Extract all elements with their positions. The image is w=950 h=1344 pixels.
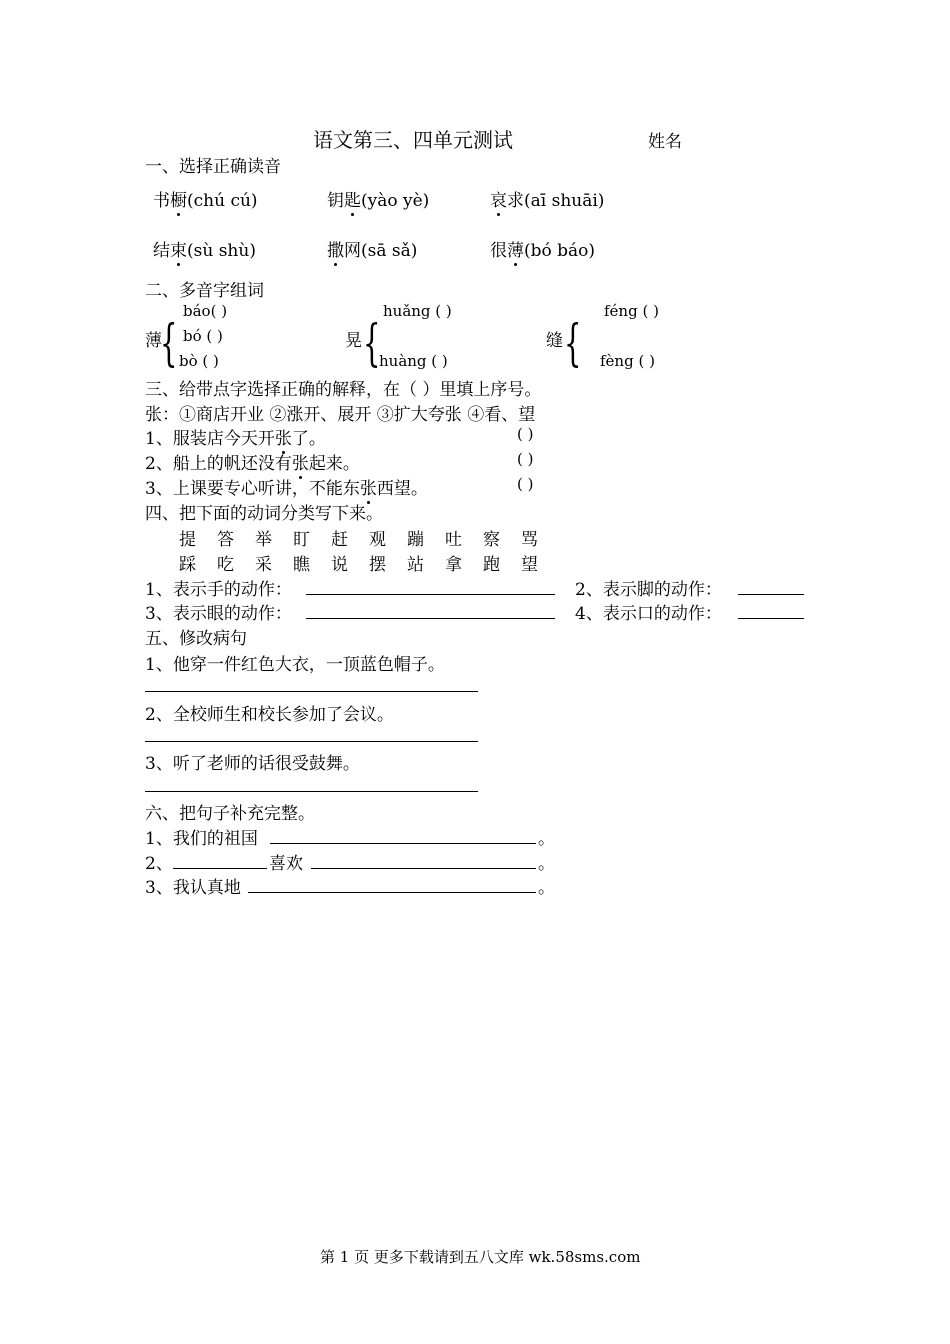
faulty-sentence-2: 2、全校师生和校长参加了会议。 — [145, 705, 394, 725]
verb: 盯 — [293, 530, 310, 550]
section-6-heading: 六、把句子补充完整。 — [145, 804, 315, 824]
bao-reading-1: báo( ) — [183, 302, 228, 320]
verb-row-2 — [179, 550, 559, 575]
verb: 摆 — [369, 555, 386, 575]
verb: 瞧 — [293, 555, 310, 575]
pinyin-item-1: 书橱(chú cú) — [153, 186, 258, 211]
verb: 站 — [407, 555, 424, 575]
pinyin-item-3: 哀求(aī shuāi) — [490, 186, 604, 211]
hand-action-label: 1、表示手的动作： — [145, 580, 292, 600]
period-1: 。 — [538, 829, 555, 849]
sec3-paren-1: ( ) — [517, 425, 534, 443]
section-4-heading: 四、把下面的动词分类写下来。 — [145, 504, 383, 524]
verb: 骂 — [521, 530, 538, 550]
bao-reading-3: bò ( ) — [179, 352, 219, 370]
verb: 望 — [521, 555, 538, 575]
verb: 吃 — [217, 555, 234, 575]
verb: 赶 — [331, 530, 348, 550]
complete-sentence-1-blank[interactable] — [270, 843, 536, 844]
feng-char: 缝 — [546, 331, 563, 351]
section-2-heading: 二、多音字组词 — [145, 281, 264, 301]
pinyin-item-4: 结束(sù shù) — [153, 236, 256, 261]
section-1-heading: 一、选择正确读音 — [145, 157, 281, 177]
correction-blank-2[interactable] — [145, 741, 478, 742]
verb: 蹦 — [407, 530, 424, 550]
complete-sentence-3-blank[interactable] — [248, 892, 536, 893]
verb: 察 — [483, 530, 500, 550]
section-3-heading: 三、给带点字选择正确的解释，在（ ）里填上序号。 — [145, 380, 542, 400]
pinyin-item-2: 钥匙(yào yè) — [327, 186, 429, 211]
complete-sentence-1-label: 1、我们的祖国 — [145, 829, 258, 849]
huang-reading-2: huàng ( ) — [379, 352, 448, 370]
complete-sentence-2-prefix: 2、 — [145, 854, 173, 874]
verb: 答 — [217, 530, 234, 550]
verb: 举 — [255, 530, 272, 550]
huang-reading-1: huǎng ( ) — [383, 302, 452, 320]
verb: 吐 — [445, 530, 462, 550]
bao-char: 薄 — [145, 331, 162, 351]
pinyin-item-5: 撒网(sā sǎ) — [327, 236, 417, 261]
foot-action-label: 2、表示脚的动作： — [575, 580, 722, 600]
sec3-item-2: 2、船上的帆还没有张起来。 — [145, 449, 360, 474]
sec3-item-3: 3、上课要专心听讲，不能东张西望。 — [145, 474, 428, 499]
sec3-item-1: 1、服装店今天开张了。 — [145, 424, 326, 449]
verb: 采 — [255, 555, 272, 575]
zhang-options: 张：①商店开业 ②涨开、展开 ③扩大夸张 ④看、望 — [145, 405, 536, 425]
mouth-action-label: 4、表示口的动作： — [575, 604, 722, 624]
verb: 提 — [179, 530, 196, 550]
correction-blank-3[interactable] — [145, 791, 478, 792]
foot-action-blank[interactable] — [738, 594, 804, 595]
huang-char: 晃 — [345, 331, 362, 351]
feng-reading-2: fèng ( ) — [600, 352, 655, 370]
eye-action-blank[interactable] — [306, 618, 555, 619]
feng-brace: { — [564, 314, 582, 372]
section-5-heading: 五、修改病句 — [145, 629, 247, 649]
complete-sentence-3-label: 3、我认真地 — [145, 878, 241, 898]
verb: 踩 — [179, 555, 196, 575]
faulty-sentence-1: 1、他穿一件红色大衣，一顶蓝色帽子。 — [145, 655, 445, 675]
verb: 说 — [331, 555, 348, 575]
period-2: 。 — [538, 854, 555, 874]
page-footer: 第 1 页 更多下载请到五八文库 wk.58sms.com — [320, 1248, 641, 1266]
faulty-sentence-3: 3、听了老师的话很受鼓舞。 — [145, 754, 360, 774]
complete-sentence-2-blank-a[interactable] — [173, 868, 267, 869]
bao-brace: { — [160, 314, 178, 372]
name-label: 姓名 — [648, 132, 682, 152]
verb: 观 — [369, 530, 386, 550]
mouth-action-blank[interactable] — [738, 618, 804, 619]
verb: 跑 — [483, 555, 500, 575]
verb-row-1 — [179, 525, 559, 550]
correction-blank-1[interactable] — [145, 691, 478, 692]
sec3-paren-2: ( ) — [517, 450, 534, 468]
huang-brace: { — [363, 314, 381, 372]
bao-reading-2: bó ( ) — [183, 327, 223, 345]
hand-action-blank[interactable] — [306, 594, 555, 595]
verb: 拿 — [445, 555, 462, 575]
feng-reading-1: féng ( ) — [604, 302, 659, 320]
complete-sentence-2-middle: 喜欢 — [269, 854, 303, 874]
period-3: 。 — [538, 878, 555, 898]
complete-sentence-2-blank-b[interactable] — [311, 868, 536, 869]
pinyin-item-6: 很薄(bó báo) — [490, 236, 595, 261]
eye-action-label: 3、表示眼的动作： — [145, 604, 292, 624]
sec3-paren-3: ( ) — [517, 475, 534, 493]
page-title: 语文第三、四单元测试 — [313, 128, 513, 152]
